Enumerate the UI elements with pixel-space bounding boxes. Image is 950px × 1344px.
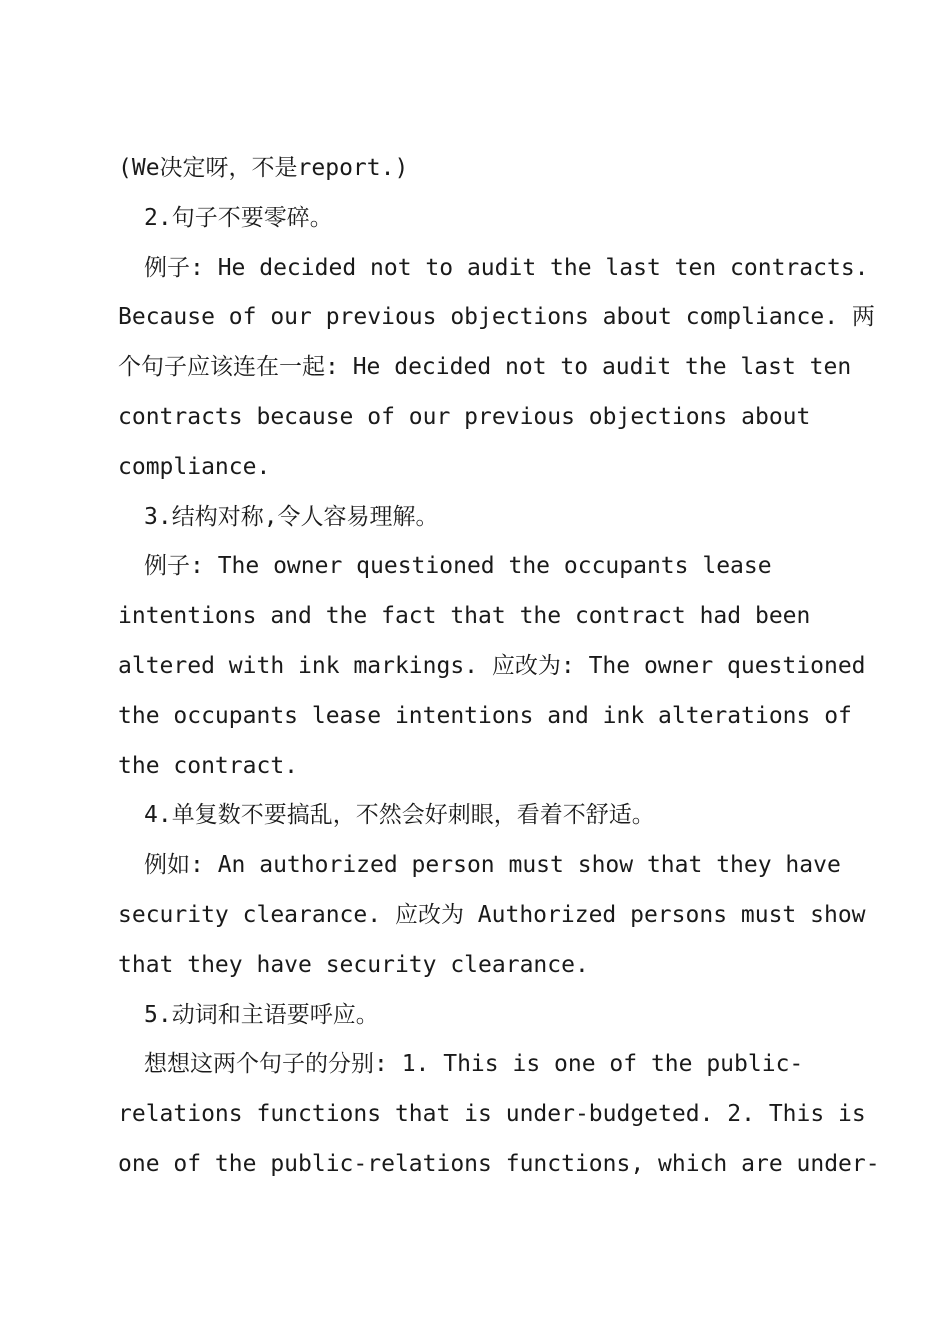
text-line: altered with ink markings. 应改为: The owner questioned: [118, 652, 866, 679]
example-line: 想想这两个句子的分别: 1. This is one of the public-: [144, 1051, 804, 1078]
section-heading: 5.动词和主语要呼应。: [144, 1001, 379, 1028]
section-heading: 3.结构对称,令人容易理解。: [144, 503, 439, 530]
text-line: relations functions that is under-budgeted. 2. This is: [118, 1101, 866, 1128]
text-line: 个句子应该连在一起: He decided not to audit the last ten: [118, 354, 852, 381]
example-line: 例如: An authorized person must show that they have: [144, 852, 841, 879]
example-line: 例子: The owner questioned the occupants lease: [144, 553, 772, 580]
section-heading: 2.句子不要零碎。: [144, 204, 333, 231]
text-line: the occupants lease intentions and ink alterations of: [118, 702, 852, 729]
text-line: intentions and the fact that the contract had been: [118, 603, 811, 630]
section-heading: 4.单复数不要搞乱，不然会好刺眼，看着不舒适。: [144, 802, 655, 829]
text-line: contracts because of our previous objections about: [118, 403, 811, 430]
example-line: 例子: He decided not to audit the last ten contracts.: [144, 254, 869, 281]
text-line: compliance.: [118, 453, 271, 480]
text-line: security clearance. 应改为 Authorized persons must show: [118, 901, 866, 928]
text-line: the contract.: [118, 752, 299, 779]
text-line: Because of our previous objections about compliance. 两: [118, 304, 875, 331]
text-line: that they have security clearance.: [118, 951, 589, 978]
text-line: one of the public-relations functions, which are under-: [118, 1150, 880, 1177]
text-line: (We决定呀，不是report.): [118, 155, 409, 181]
document-page: [118, 144, 880, 1190]
